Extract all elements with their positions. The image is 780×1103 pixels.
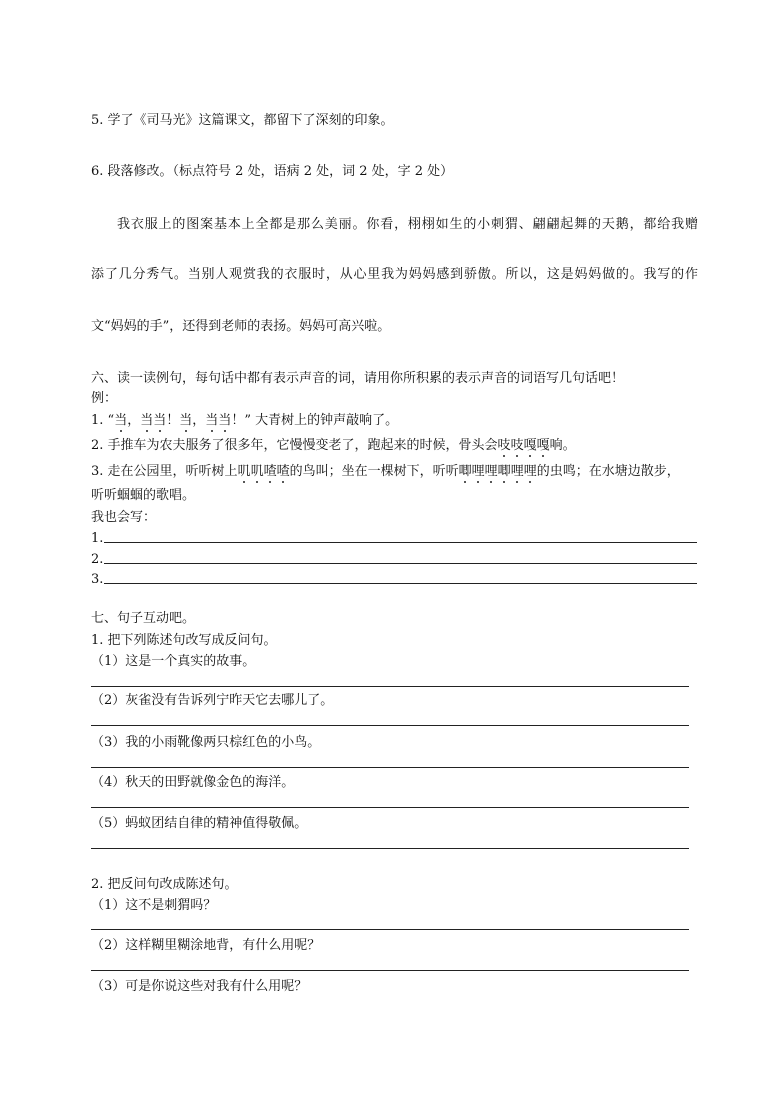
part-2-item-2: （2）这样糊里糊涂地背，有什么用呢？ — [91, 938, 321, 953]
blank-label-3: 3. — [91, 572, 104, 587]
paragraph-line-1: 我衣服上的图案基本上全都是那么美丽。你看，栩栩如生的小刺猬、翩翩起舞的天鹅，都给我赠 — [117, 217, 698, 232]
blank-label-2: 2. — [91, 552, 104, 567]
example-2-sound-word: 吱吱嘎嘎 — [497, 438, 550, 453]
example-label: 例： — [91, 391, 118, 406]
example-3-sound-word-1: 叽叽喳喳 — [237, 464, 290, 479]
example-1-sound-word: 当，当当！当，当当！ — [114, 413, 245, 428]
i-write-label: 我也会写： — [91, 510, 157, 525]
part-1-item-4: （4）秋天的田野就像金色的海洋。 — [91, 775, 295, 790]
example-2 — [91, 437, 576, 455]
part-1-answer-line-2[interactable] — [91, 725, 689, 726]
section-7-title: 七、句子互动吧。 — [91, 611, 196, 626]
answer-line-3[interactable] — [104, 583, 697, 584]
part-1-answer-line-3[interactable] — [91, 767, 689, 768]
part-2-item-1: （1）这不是刺猬吗？ — [91, 898, 217, 913]
paragraph-line-3: 文“妈妈的手”，还得到老师的表扬。妈妈可高兴啦。 — [91, 319, 391, 334]
example-3 — [91, 463, 680, 481]
example-3-line-2: 听听蝈蝈的歌唱。 — [91, 488, 196, 503]
example-3-part-e: 的虫鸣；在水塘边散步， — [536, 464, 680, 479]
part-1-answer-line-4[interactable] — [91, 807, 689, 808]
answer-line-2[interactable] — [104, 563, 697, 564]
part-1-item-5: （5）蚂蚁团结自律的精神值得敬佩。 — [91, 816, 308, 831]
part-1-item-3: （3）我的小雨靴像两只棕红色的小鸟。 — [91, 735, 321, 750]
part-1-title: 1. 把下列陈述句改写成反问句。 — [91, 633, 277, 648]
part-2-answer-line-1[interactable] — [91, 929, 689, 930]
example-1-end: ” 大青树上的钟声敲响了。 — [244, 413, 399, 428]
part-2-answer-line-2[interactable] — [91, 970, 689, 971]
part-1-answer-line-1[interactable] — [91, 686, 689, 687]
example-3-part-a: 3. 走在公园里，听听树上 — [91, 464, 238, 479]
example-2-start: 2. 手推车为农夫服务了很多年，它慢慢变老了，跑起来的时候，骨头会 — [91, 438, 498, 453]
example-1-start: 1. “ — [91, 413, 115, 428]
item-6: 6. 段落修改。（标点符号 2 处，语病 2 处，词 2 处，字 2 处） — [91, 164, 454, 179]
example-1 — [91, 412, 398, 430]
paragraph-line-2: 添了几分秀气。当别人观赏我的衣服时，从心里我为妈妈感到骄傲。所以，这是妈妈做的。我写的作 — [91, 267, 698, 282]
item-5: 5. 学了《司马光》这篇课文，都留下了深刻的印象。 — [91, 113, 394, 128]
example-3-sound-word-2: 唧哩哩唧哩哩 — [458, 464, 537, 479]
blank-label-1: 1. — [91, 531, 104, 546]
part-1-item-1: （1）这是一个真实的故事。 — [91, 654, 256, 669]
part-1-answer-line-5[interactable] — [91, 848, 689, 849]
example-2-end: 响。 — [549, 438, 576, 453]
part-2-title: 2. 把反问句改成陈述句。 — [91, 877, 238, 892]
example-3-part-c: 的鸟叫；坐在一棵树下，听听 — [289, 464, 459, 479]
answer-line-1[interactable] — [104, 542, 697, 543]
section-6-title: 六、读一读例句，每句话中都有表示声音的词，请用你所积累的表示声音的词语写几句话吧！ — [91, 371, 625, 386]
part-1-item-2: （2）灰雀没有告诉列宁昨天它去哪儿了。 — [91, 693, 334, 708]
part-2-item-3: （3）可是你说这些对我有什么用呢？ — [91, 979, 308, 994]
